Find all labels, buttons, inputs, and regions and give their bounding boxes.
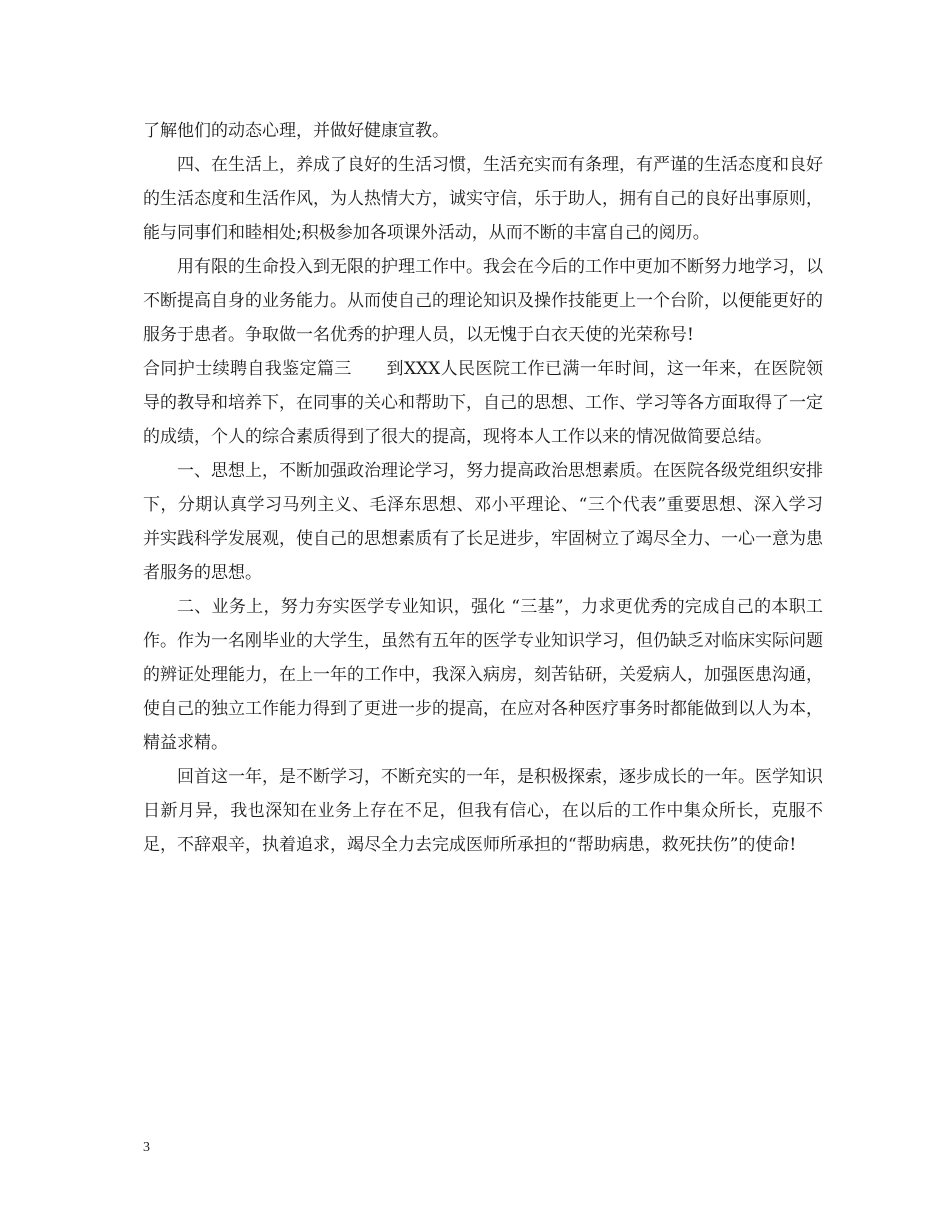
paragraph: 了解他们的动态心理，并做好健康宣教。 [143, 121, 449, 141]
paragraph: 二、业务上，努力夯实医学专业知识，强化 “三基”，力求更优秀的完成自己的本职工作。作为一名刚毕业的大学生，虽然有五年的医学专业知识学习，但仍缺乏对临床实际问题的辨证处理能力，在上一年的工作中，我深入病房，刻苦钻研，关爱病人，加强医患沟通，使自己的独立工作能力得到了更进一步的提高，在应对各种医疗事务时都能做到以人为本，精益求精。 [143, 597, 823, 753]
section-heading-paragraph: 合同护士续聘自我鉴定篇三 到XXX人民医院工作已满一年时间，这一年来，在医院领导的教导和培养下，在同事的关心和帮助下，自己的思想、工作、学习等各方面取得了一定的成绩，个人的综合素质得到了很大的提高，现将本人工作以来的情况做简要总结。 [143, 359, 823, 447]
paragraph: 用有限的生命投入到无限的护理工作中。我会在今后的工作中更加不断努力地学习，以不断提高自身的业务能力。从而使自己的理论知识及操作技能更上一个台阶，以便能更好的服务于患者。争取做一名优秀的护理人员，以无愧于白衣天使的光荣称号! [143, 257, 823, 345]
paragraph: 回首这一年，是不断学习，不断充实的一年，是积极探索，逐步成长的一年。医学知识日新月异，我也深知在业务上存在不足，但我有信心，在以后的工作中集众所长，克服不足，不辞艰辛，执着追求，竭尽全力去完成医师所承担的“帮助病患，救死扶伤”的使命! [143, 767, 823, 855]
document-body [143, 114, 823, 862]
paragraph: 一、思想上，不断加强政治理论学习，努力提高政治思想素质。在医院各级党组织安排下，分期认真学习马列主义、毛泽东思想、邓小平理论、“三个代表”重要思想、深入学习并实践科学发展观，使自己的思想素质有了长足进步，牢固树立了竭尽全力、一心一意为患者服务的思想。 [143, 461, 823, 583]
paragraph: 四、在生活上，养成了良好的生活习惯，生活充实而有条理，有严谨的生活态度和良好的生活态度和生活作风，为人热情大方，诚实守信，乐于助人，拥有自己的良好出事原则，能与同事们和睦相处;积极参加各项课外活动，从而不断的丰富自己的阅历。 [143, 155, 823, 243]
page-number: 3 [143, 1140, 150, 1155]
